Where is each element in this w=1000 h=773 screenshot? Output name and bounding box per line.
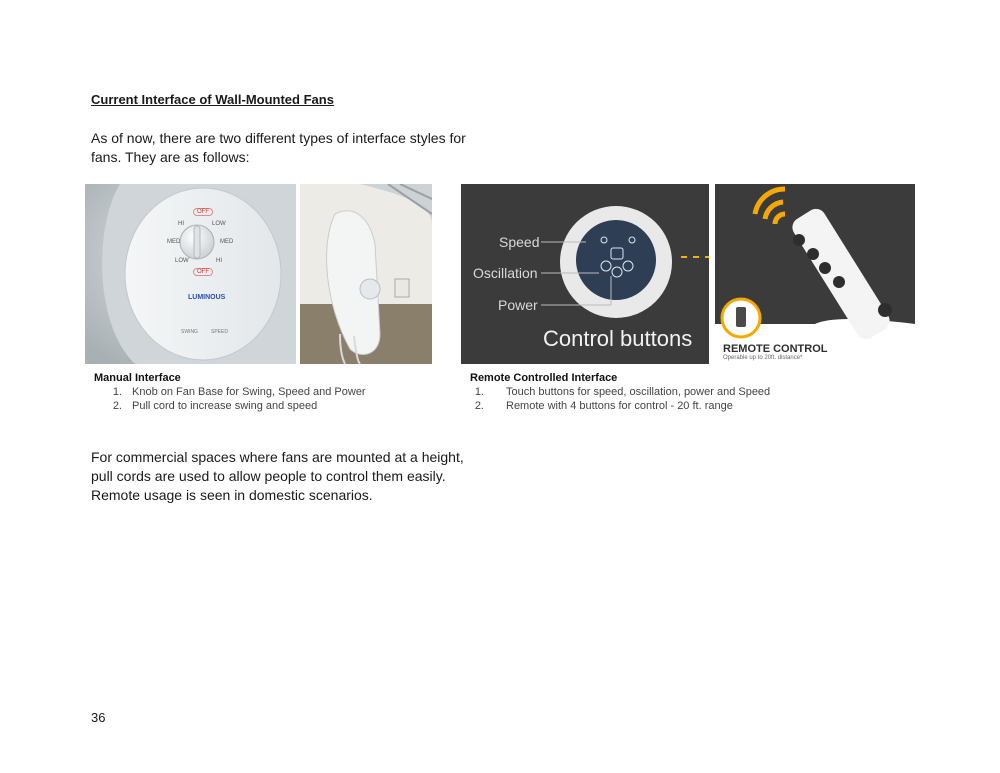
knob-label-hi-left: HI: [178, 221, 184, 227]
knob-label-low-left: LOW: [175, 258, 189, 264]
list-text: Touch buttons for speed, oscillation, power and Speed: [506, 386, 771, 398]
remote-interface-title: Remote Controlled Interface: [470, 372, 618, 384]
list-text: Remote with 4 buttons for control - 20 ft. range: [506, 400, 733, 412]
knob-label-off-bottom: OFF: [193, 268, 213, 276]
outro-paragraph: For commercial spaces where fans are mounted at a height, pull cords are used to allow people to control them easily. Remote usage is seen in domestic scenarios.: [91, 449, 464, 503]
page-number: 36: [91, 710, 106, 725]
page-heading: Current Interface of Wall-Mounted Fans: [91, 92, 334, 107]
manual-interface-list: [94, 385, 434, 413]
knob-label-hi-right: HI: [216, 258, 222, 264]
control-buttons-banner: Control buttons: [543, 326, 693, 351]
knob-label-low-right: LOW: [212, 221, 226, 227]
knob-label-med-left: MED: [167, 239, 181, 245]
luminous-logo: LUMINOUS: [188, 294, 226, 301]
intro-paragraph: As of now, there are two different types of interface styles for fans. They are as follows:: [91, 130, 466, 165]
knob-label-off-top: OFF: [193, 208, 213, 216]
list-number: 2.: [474, 400, 484, 412]
list-text: Knob on Fan Base for Swing, Speed and Power: [132, 386, 366, 398]
manual-knob-photo: [85, 184, 296, 364]
remote-caption: [470, 371, 890, 413]
remote-control-image: [715, 184, 915, 364]
power-callout: Power: [498, 297, 538, 313]
list-item: [470, 385, 890, 399]
remote-interface-list: [470, 385, 890, 413]
knob-label-med-right: MED: [220, 239, 234, 245]
manual-interface-title: Manual Interface: [94, 372, 181, 384]
manual-caption: [94, 371, 434, 413]
oscillation-callout: Oscillation: [473, 265, 538, 281]
list-text: Pull cord to increase swing and speed: [132, 400, 318, 412]
remote-control-title: REMOTE CONTROL: [723, 343, 828, 355]
speed-callout: Speed: [499, 234, 540, 250]
swing-label: SWING: [181, 329, 198, 335]
list-item: [94, 385, 434, 399]
control-buttons-image: [461, 184, 709, 364]
list-item: [94, 399, 434, 413]
list-item: [470, 399, 890, 413]
list-number: 2.: [112, 400, 122, 412]
list-number: 1.: [474, 386, 484, 398]
speed-label: SPEED: [211, 329, 228, 335]
list-number: 1.: [112, 386, 122, 398]
remote-control-subtitle: Operable up to 20ft. distance*: [723, 355, 803, 361]
pull-cord-fan-photo: [300, 184, 432, 364]
